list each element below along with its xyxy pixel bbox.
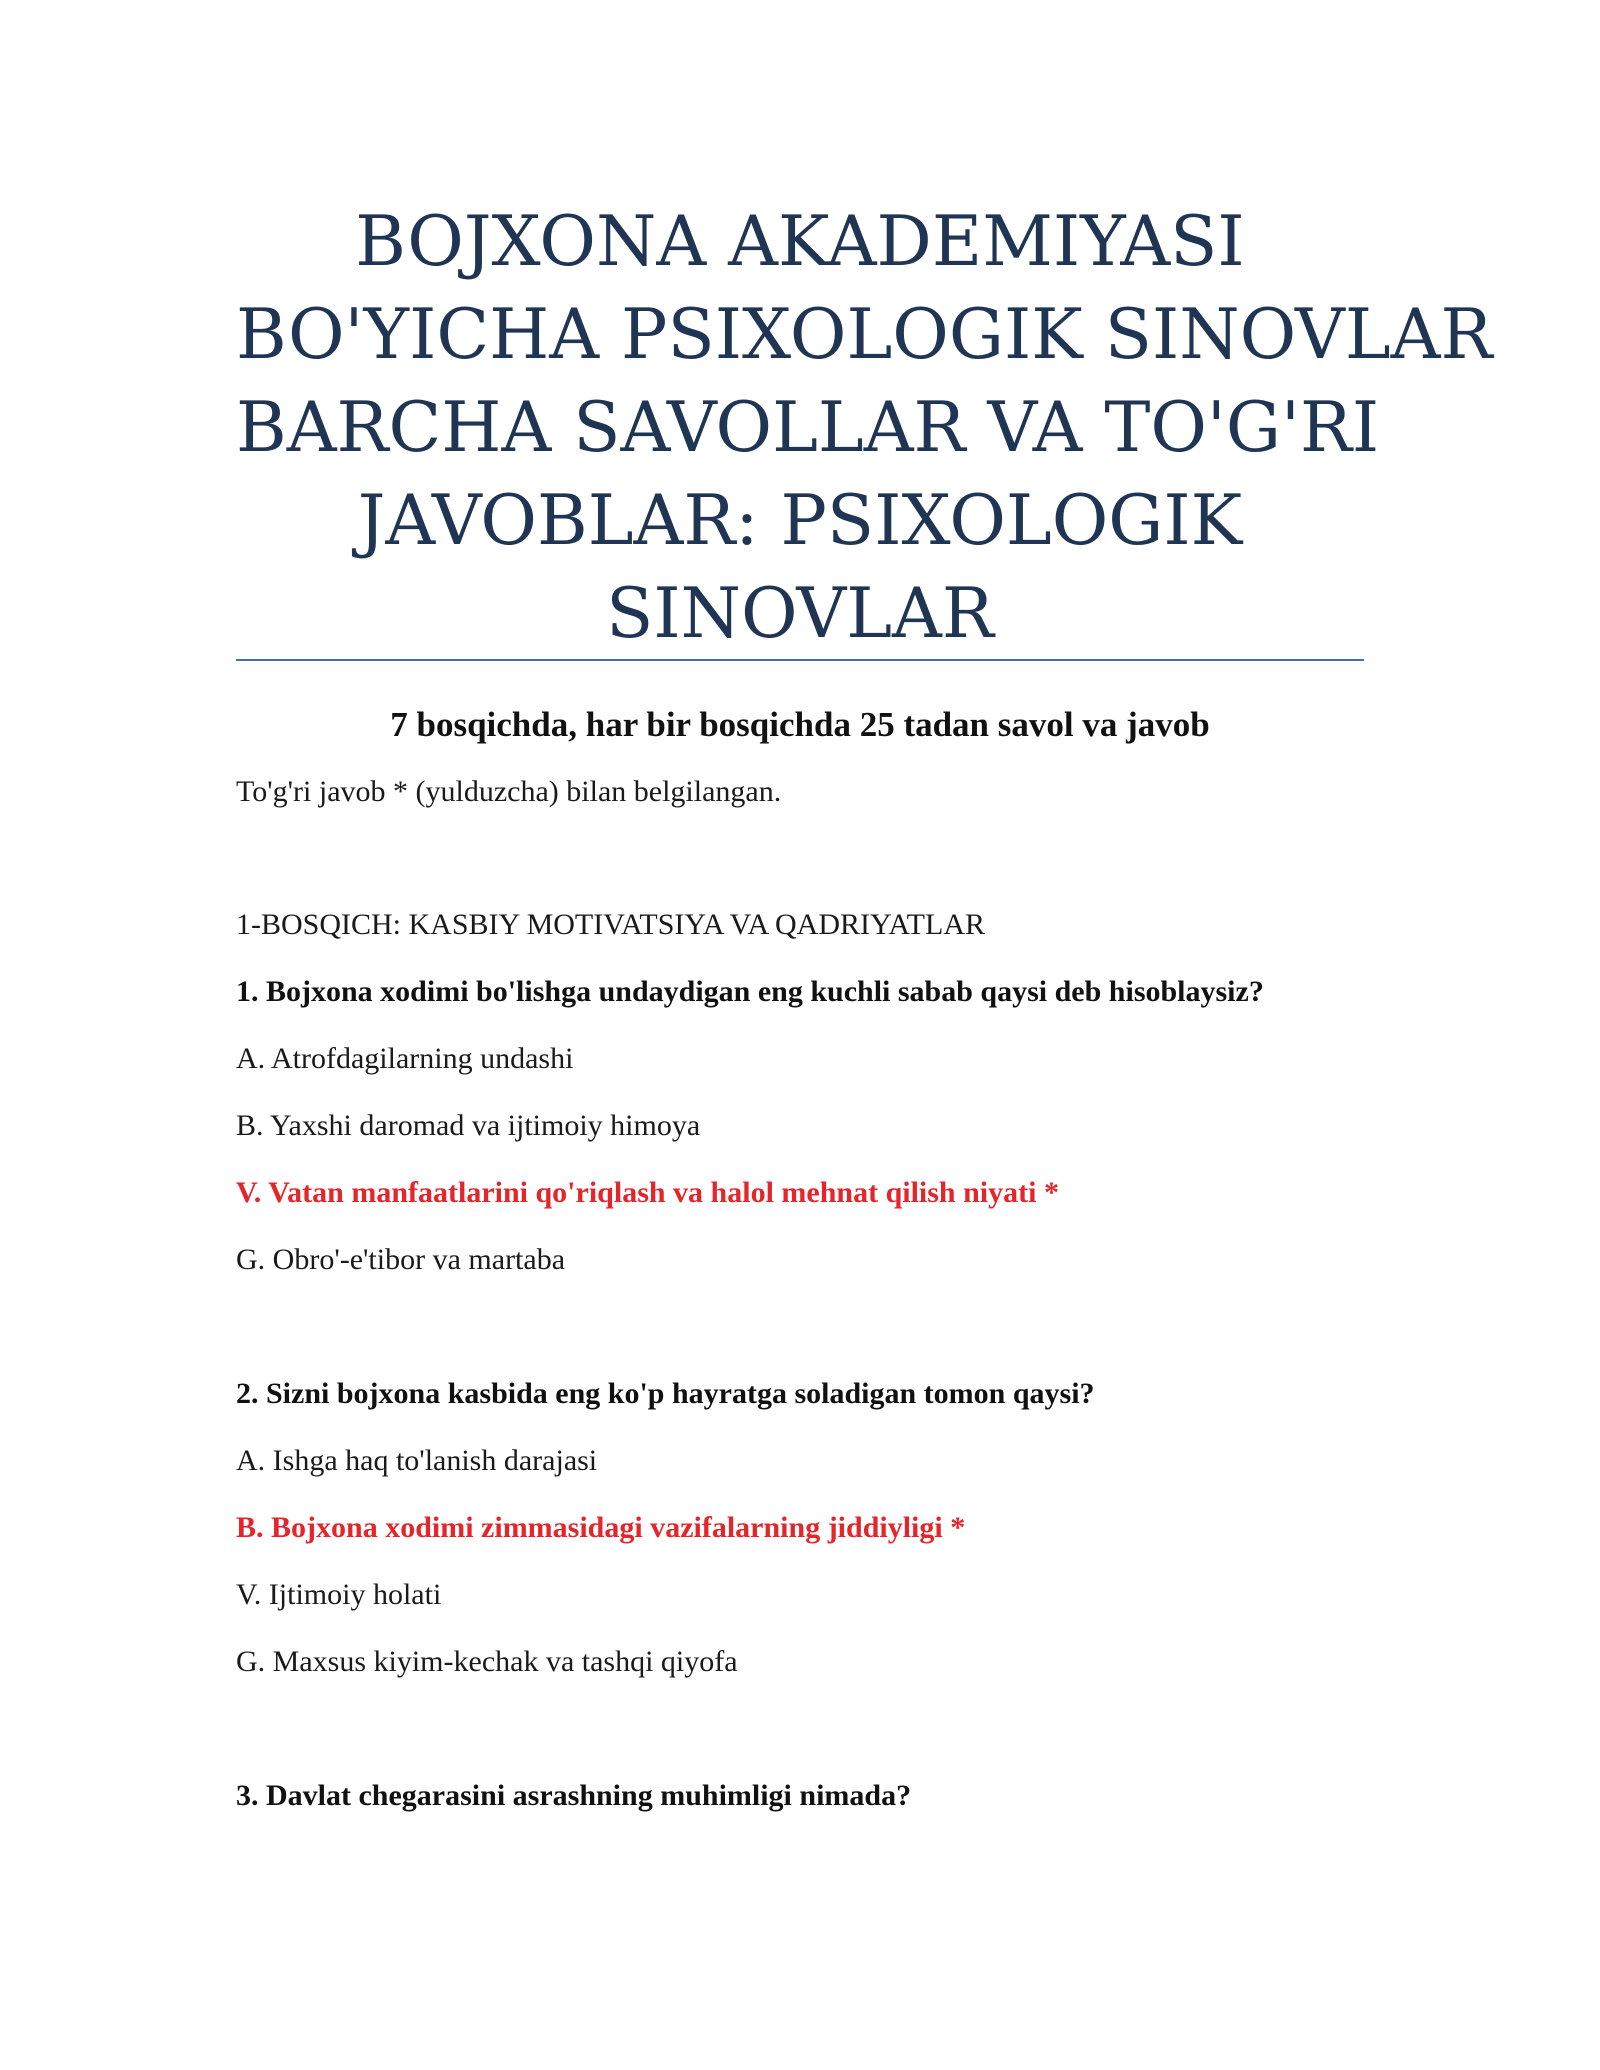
title-line: BO'YICHA PSIXOLOGIK SINOVLAR [236, 295, 1493, 375]
title-divider [236, 659, 1364, 661]
question-1-option-v-correct: V. Vatan manfaatlarini qo'riqlash va halol mehnat qilish niyati * [236, 1176, 1059, 1209]
question-1: 1. Bojxona xodimi bo'lishga undaydigan eng kuchli sabab qaysi deb hisoblaysiz? [236, 975, 1264, 1008]
question-1-option-b: B. Yaxshi daromad va ijtimoiy himoya [236, 1109, 701, 1142]
question-2-option-b-correct: B. Bojxona xodimi zimmasidagi vazifalarning jiddiyligi * [236, 1511, 966, 1544]
question-2-option-g: G. Maxsus kiyim-kechak va tashqi qiyofa [236, 1645, 738, 1678]
question-2-option-v: V. Ijtimoiy holati [236, 1578, 442, 1611]
document-title [236, 196, 1493, 661]
title-line: JAVOBLAR: PSIXOLOGIK [357, 481, 1243, 561]
question-2: 2. Sizni bojxona kasbida eng ko'p hayratga soladigan tomon qaysi? [236, 1377, 1095, 1410]
answer-key-note: To'g'ri javob * (yulduzcha) bilan belgilangan. [236, 775, 782, 808]
stage-heading: 1-BOSQICH: KASBIY MOTIVATSIYA VA QADRIYATLAR [236, 908, 985, 941]
title-line: BARCHA SAVOLLAR VA TO'G'RI [236, 388, 1380, 468]
question-3: 3. Davlat chegarasini asrashning muhimligi nimada? [236, 1779, 912, 1812]
question-1-option-g: G. Obro'-e'tibor va martaba [236, 1243, 566, 1276]
document-subtitle: 7 bosqichda, har bir bosqichda 25 tadan savol va javob [390, 705, 1210, 744]
title-line: SINOVLAR [606, 574, 994, 654]
question-2-option-a: A. Ishga haq to'lanish darajasi [236, 1444, 598, 1477]
question-1-option-a: A. Atrofdagilarning undashi [236, 1042, 574, 1075]
title-line: BOJXONA AKADEMIYASI [355, 202, 1245, 282]
